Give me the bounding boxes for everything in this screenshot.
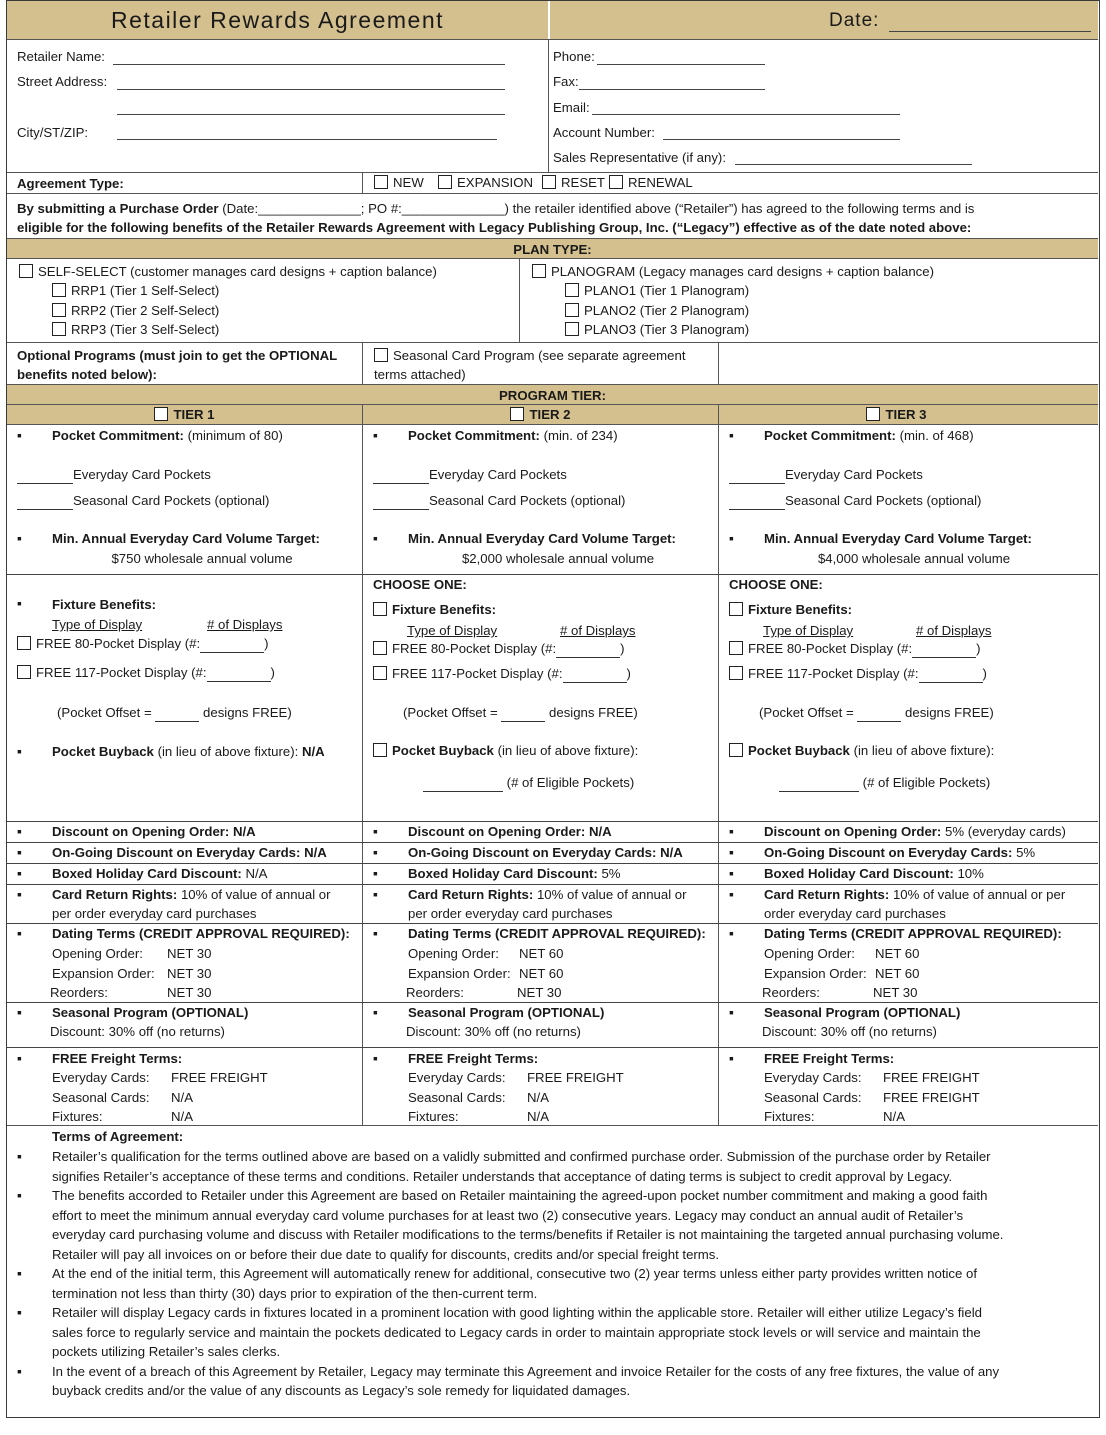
account-number-field[interactable]	[663, 139, 900, 140]
freight-term-value: FREE FREIGHT	[883, 1070, 980, 1085]
email-field[interactable]	[592, 114, 900, 115]
tier-name-row	[7, 404, 1098, 424]
option-label: PLANOGRAM (Legacy manages card designs + caption balance)	[551, 264, 935, 279]
tier-3-header[interactable]	[719, 407, 1074, 423]
seasonal-program-discount: Discount: 30% off (no returns)	[762, 1024, 937, 1039]
display-117-count-field[interactable]	[919, 666, 983, 683]
agreement-type-expansion[interactable]	[438, 175, 533, 191]
freight-term-key: Fixtures:	[52, 1109, 103, 1124]
pocket-offset-field[interactable]	[155, 705, 199, 722]
checkbox-icon	[52, 303, 66, 317]
return-rights-line-2: per order everyday card purchases	[408, 906, 613, 921]
retailer-name-field[interactable]	[113, 64, 505, 65]
freight-term-key: Seasonal Cards:	[764, 1089, 862, 1105]
terms-line: Retailer’s qualification for the terms outlined above are based on a validly submitted and confirmed purchase order. Submission of the purchase order by Retailer	[52, 1149, 991, 1164]
freight-term-key: Everyday Cards:	[764, 1070, 862, 1085]
everyday-pockets-field[interactable]	[17, 467, 73, 484]
checkbox-icon	[542, 175, 556, 189]
plan-type-heading	[7, 238, 1098, 258]
checkbox-icon	[438, 175, 452, 189]
option-label: PLANO3 (Tier 3 Planogram)	[584, 322, 750, 337]
return-rights-line-2: per order everyday card purchases	[52, 906, 257, 921]
intro-line-1: By submitting a Purchase Order (Date:______________; PO #:______________) the retailer identified above (“Retailer”) has agreed to the following terms and is	[17, 201, 975, 216]
dating-term-key: Opening Order:	[52, 946, 143, 961]
return-rights: Card Return Rights: 10% of value of annual or	[408, 887, 687, 902]
terms-line: effort to meet the minimum annual everyday card volume purchases for at least two (2) consecutive years. Legacy may conduct an annual audit of Retailer’s	[52, 1207, 964, 1223]
page-title: Retailer Rewards Agreement	[110, 7, 445, 33]
street-address-field[interactable]	[117, 89, 505, 90]
bullet-icon: ▪	[729, 844, 734, 860]
seasonal-pockets-field[interactable]	[17, 493, 73, 510]
dating-term-key: Reorders:	[50, 985, 108, 1000]
dating-term-value: NET 30	[167, 965, 212, 981]
optional-label-1: Optional Programs (must join to get the OPTIONAL	[17, 348, 338, 363]
bullet-icon: ▪	[373, 823, 378, 839]
freight-term-value: N/A	[883, 1109, 905, 1124]
seasonal-program-label: Seasonal Program (OPTIONAL)	[408, 1005, 605, 1020]
sales-rep-label: Sales Representative (if any):	[553, 150, 726, 165]
checkbox-icon	[17, 636, 31, 650]
seasonal-program-discount: Discount: 30% off (no returns)	[406, 1024, 581, 1039]
plan-type-section	[7, 258, 1098, 342]
dating-term-value: NET 30	[873, 985, 918, 1000]
bullet-icon: ▪	[373, 844, 378, 860]
checkbox-icon	[52, 322, 66, 336]
option-label: RENEWAL	[628, 175, 693, 190]
choose-one-label: CHOOSE ONE:	[373, 577, 467, 592]
seasonal-pockets-field[interactable]	[373, 493, 429, 510]
street-address-field-2[interactable]	[117, 114, 505, 115]
checkbox-icon	[510, 407, 524, 421]
bullet-icon: ▪	[729, 530, 734, 546]
freight-term-key: Seasonal Cards:	[52, 1089, 150, 1105]
bullet-icon: ▪	[729, 427, 734, 443]
dating-term-value: NET 60	[875, 965, 920, 981]
bullet-icon: ▪	[17, 925, 22, 941]
display-117-option[interactable]: FREE 117-Pocket Display (#: )	[729, 666, 987, 683]
dating-term-value: NET 30	[167, 946, 212, 961]
tier-1-header[interactable]	[7, 407, 362, 423]
seasonal-program-label: Seasonal Program (OPTIONAL)	[52, 1005, 249, 1020]
dating-term-key: Opening Order:	[764, 946, 855, 961]
checkbox-icon	[565, 303, 579, 317]
rrp1-option[interactable]	[52, 283, 219, 299]
choose-one-label: CHOOSE ONE:	[729, 577, 823, 592]
display-80-option[interactable]: FREE 80-Pocket Display (#: )	[729, 641, 981, 658]
bullet-icon: ▪	[373, 886, 378, 902]
bullet-icon: ▪	[17, 427, 22, 443]
pocket-offset: (Pocket Offset = designs FREE)	[759, 705, 994, 720]
terms-line: signifies Retailer’s acceptance of these terms and conditions. Retailer understands that acceptance of dating terms is subject to credit approval by Legacy.	[52, 1168, 953, 1184]
ongoing-discount: On-Going Discount on Everyday Cards: N/A	[408, 845, 683, 860]
option-label: PLANO2 (Tier 2 Planogram)	[584, 303, 750, 318]
bullet-icon: ▪	[17, 886, 22, 902]
terms-line: everyday card purchasing volume and discuss with Retailer modifications to the terms/benefits if Retailer is not maintaining the targeted annual purchasing volume.	[52, 1227, 1004, 1242]
rrp2-option[interactable]	[52, 303, 219, 319]
pocket-commitment: Pocket Commitment: (min. of 468)	[764, 428, 974, 443]
date-field[interactable]	[889, 31, 1091, 32]
bullet-icon: ▪	[729, 823, 734, 839]
everyday-pockets: Everyday Card Pockets	[729, 467, 923, 484]
fixture-benefits-option[interactable]: Fixture Benefits:	[373, 602, 496, 618]
fax-field[interactable]	[579, 89, 765, 90]
volume-target-value: $750 wholesale annual volume	[111, 551, 293, 566]
dating-term-value: NET 60	[519, 946, 564, 961]
dating-term-key: Expansion Order:	[408, 965, 511, 981]
dating-term-key: Opening Order:	[408, 946, 499, 961]
ongoing-discount: On-Going Discount on Everyday Cards: N/A	[52, 845, 327, 860]
checkbox-icon	[17, 665, 31, 679]
dating-terms-label: Dating Terms (CREDIT APPROVAL REQUIRED):	[408, 926, 706, 941]
bullet-icon: ▪	[373, 530, 378, 546]
dating-term-value: NET 30	[167, 985, 212, 1000]
plano2-option[interactable]	[565, 303, 749, 319]
bullet-icon: ▪	[17, 1265, 22, 1281]
terms-heading: Terms of Agreement:	[52, 1129, 184, 1144]
option-label: RRP1 (Tier 1 Self-Select)	[71, 283, 220, 298]
plano1-option[interactable]	[565, 283, 749, 299]
opening-discount: Discount on Opening Order: 5% (everyday cards)	[764, 824, 1066, 839]
opening-discount: Discount on Opening Order: N/A	[408, 824, 612, 839]
dating-term-key: Reorders:	[406, 985, 464, 1000]
option-label: RESET	[561, 175, 605, 190]
phone-label: Phone:	[553, 49, 595, 64]
terms-line: termination not less than thirty (30) days prior to expiration of the then-current term.	[52, 1285, 538, 1301]
everyday-pockets: Everyday Card Pockets	[17, 467, 211, 484]
pocket-offset: (Pocket Offset = designs FREE)	[57, 705, 292, 720]
bullet-icon: ▪	[17, 530, 22, 546]
boxed-holiday-discount: Boxed Holiday Card Discount: 5%	[408, 866, 621, 881]
seasonal-pockets: Seasonal Card Pockets (optional)	[729, 493, 981, 510]
type-of-display-header: Type of Display	[763, 623, 854, 638]
freight-term-key: Everyday Cards:	[52, 1070, 150, 1085]
checkbox-icon	[609, 175, 623, 189]
option-label: RRP3 (Tier 3 Self-Select)	[71, 322, 220, 337]
seasonal-program-label: Seasonal Program (OPTIONAL)	[764, 1005, 961, 1020]
checkbox-icon	[373, 602, 387, 616]
return-rights: Card Return Rights: 10% of value of annual or	[52, 887, 331, 902]
freight-terms-label: FREE Freight Terms:	[52, 1051, 183, 1066]
dating-term-value: NET 60	[875, 946, 920, 961]
optional-label-2: benefits noted below):	[17, 367, 157, 382]
display-117-count-field[interactable]	[207, 665, 271, 682]
terms-line: In the event of a breach of this Agreement by Retailer, Legacy may terminate this Agreement and invoice Retailer for the costs of any free fixtures, the value of any	[52, 1363, 1000, 1379]
terms-line: The benefits accorded to Retailer under this Agreement are based on Retailer maintaining the agreed-upon pocket number commitment and making a good faith	[52, 1188, 988, 1203]
program-tier-title: PROGRAM TIER:	[499, 388, 606, 403]
boxed-holiday-discount: Boxed Holiday Card Discount: 10%	[764, 866, 984, 881]
pocket-offset: (Pocket Offset = designs FREE)	[403, 705, 638, 720]
option-label: PLANO1 (Tier 1 Planogram)	[584, 283, 750, 298]
bullet-icon: ▪	[17, 743, 22, 759]
pocket-buyback-option[interactable]: Pocket Buyback (in lieu of above fixture):	[373, 743, 638, 759]
intro-paragraph	[7, 193, 1098, 238]
bullet-icon: ▪	[17, 1362, 22, 1379]
eligible-pockets: (# of Eligible Pockets)	[423, 775, 634, 792]
city-st-zip-field[interactable]	[117, 139, 497, 140]
bullet-icon: ▪	[729, 886, 734, 902]
freight-term-value: N/A	[527, 1109, 549, 1124]
option-label: EXPANSION	[457, 175, 533, 190]
agreement-type-row	[7, 172, 1098, 193]
pocket-offset-field[interactable]	[501, 705, 545, 722]
num-displays-header: # of Displays	[560, 623, 636, 638]
pocket-offset-field[interactable]	[857, 705, 901, 722]
street-address-label: Street Address:	[17, 74, 108, 89]
num-displays-header: # of Displays	[207, 617, 283, 632]
checkbox-icon	[374, 348, 388, 362]
checkbox-icon	[729, 743, 743, 757]
bullet-icon: ▪	[373, 1050, 378, 1066]
bullet-icon: ▪	[17, 823, 22, 839]
date-label: Date:	[829, 10, 880, 31]
ongoing-discount: On-Going Discount on Everyday Cards: 5%	[764, 845, 1036, 860]
pocket-commitment: Pocket Commitment: (min. of 234)	[408, 428, 618, 443]
bullet-icon: ▪	[373, 925, 378, 941]
eligible-pockets: (# of Eligible Pockets)	[779, 775, 990, 792]
seasonal-program-option[interactable]	[374, 348, 685, 364]
checkbox-icon	[729, 602, 743, 616]
bullet-icon: ▪	[17, 1050, 22, 1066]
rrp3-option[interactable]	[52, 322, 219, 338]
display-117-count-field[interactable]	[563, 666, 627, 683]
dating-term-value: NET 30	[517, 985, 562, 1000]
terms-line: sales force to regularly service and maintain the pockets dedicated to Legacy cards in order to maintain appropriate stock levels or will service and maintain the	[52, 1324, 981, 1340]
volume-target-value: $2,000 wholesale annual volume	[461, 551, 655, 566]
program-tier-heading	[7, 384, 1098, 404]
freight-term-value: N/A	[527, 1089, 549, 1105]
freight-term-value: FREE FREIGHT	[527, 1070, 624, 1085]
checkbox-icon	[565, 283, 579, 297]
checkbox-icon	[565, 322, 579, 336]
display-80-option[interactable]: FREE 80-Pocket Display (#: )	[373, 641, 625, 658]
everyday-pockets-field[interactable]	[729, 467, 785, 484]
terms-line: Retailer will display Legacy cards in fixtures located in a prominent location with good lighting within the applicable store. Retailer will either utilize Legacy’s field	[52, 1305, 982, 1320]
bullet-icon: ▪	[373, 1004, 378, 1020]
title-bar	[7, 1, 1098, 39]
eligible-pockets-field[interactable]	[779, 775, 859, 792]
agreement-type-reset[interactable]	[542, 175, 605, 191]
checkbox-icon	[532, 264, 546, 278]
dating-terms-label: Dating Terms (CREDIT APPROVAL REQUIRED):	[52, 926, 350, 941]
boxed-holiday-discount: Boxed Holiday Card Discount: N/A	[52, 866, 268, 881]
return-rights-line-2: order everyday card purchases	[764, 906, 946, 921]
agreement-type-renewal[interactable]	[609, 175, 693, 191]
num-displays-header: # of Displays	[916, 623, 992, 638]
freight-term-key: Fixtures:	[408, 1109, 459, 1124]
opening-discount: Discount on Opening Order: N/A	[52, 824, 256, 839]
fax-label: Fax:	[553, 74, 579, 89]
display-117-option[interactable]: FREE 117-Pocket Display (#: )	[373, 666, 631, 683]
phone-field[interactable]	[597, 64, 765, 65]
seasonal-pockets: Seasonal Card Pockets (optional)	[373, 493, 625, 510]
fixture-benefits-option[interactable]: Fixture Benefits:	[729, 602, 852, 618]
retailer-name-label: Retailer Name:	[17, 49, 105, 64]
tier-name: TIER 2	[529, 407, 571, 422]
terms-line: pockets utilizing Retailer’s sales clerks.	[52, 1344, 281, 1359]
display-80-count-field[interactable]	[200, 636, 264, 653]
checkbox-icon	[52, 283, 66, 297]
everyday-pockets: Everyday Card Pockets	[373, 467, 567, 484]
display-80-option[interactable]: FREE 80-Pocket Display (#: )	[17, 636, 269, 653]
display-80-count-field[interactable]	[912, 641, 976, 658]
checkbox-icon	[373, 743, 387, 757]
volume-target-label: Min. Annual Everyday Card Volume Target:	[52, 531, 320, 546]
checkbox-icon	[154, 407, 168, 421]
option-label: RRP2 (Tier 2 Self-Select)	[71, 303, 220, 318]
return-rights: Card Return Rights: 10% of value of annual or per	[764, 887, 1066, 902]
bullet-icon: ▪	[729, 865, 734, 881]
bullet-icon: ▪	[729, 1004, 734, 1020]
terms-line: Retailer will pay all invoices on or before their due date to qualify for discounts, credits and/or special freight terms.	[52, 1246, 720, 1262]
dating-term-key: Expansion Order:	[52, 965, 155, 981]
agreement-type-new[interactable]	[374, 175, 424, 191]
bullet-icon: ▪	[729, 1050, 734, 1066]
pocket-commitment: Pocket Commitment: (minimum of 80)	[52, 428, 283, 443]
eligible-pockets-field[interactable]	[423, 775, 503, 792]
seasonal-pockets-field[interactable]	[729, 493, 785, 510]
bullet-icon: ▪	[17, 1187, 22, 1203]
display-80-count-field[interactable]	[556, 641, 620, 658]
bullet-icon: ▪	[17, 844, 22, 860]
bullet-icon: ▪	[17, 865, 22, 881]
seasonal-program-line-2: terms attached)	[374, 367, 466, 382]
display-117-option[interactable]: FREE 117-Pocket Display (#: )	[17, 665, 275, 682]
terms-section	[7, 1125, 1098, 1417]
tier-name: TIER 1	[173, 407, 215, 422]
pocket-buyback: Pocket Buyback (in lieu of above fixture): N/A	[52, 744, 325, 759]
freight-term-key: Fixtures:	[764, 1109, 815, 1124]
seasonal-pockets: Seasonal Card Pockets (optional)	[17, 493, 269, 510]
bullet-icon: ▪	[17, 595, 22, 611]
volume-target-value: $4,000 wholesale annual volume	[817, 551, 1011, 566]
checkbox-icon	[866, 407, 880, 421]
seasonal-program-discount: Discount: 30% off (no returns)	[50, 1024, 225, 1039]
option-label: NEW	[393, 175, 424, 190]
bullet-icon: ▪	[729, 925, 734, 941]
city-st-zip-label: City/ST/ZIP:	[17, 125, 89, 140]
bullet-icon: ▪	[17, 1004, 22, 1020]
intro-line-2: eligible for the following benefits of the Retailer Rewards Agreement with Legacy Publishing Group, Inc. (“Legacy”) effective as of the date noted above:	[17, 220, 972, 235]
volume-target-label: Min. Annual Everyday Card Volume Target:	[764, 531, 1032, 546]
type-of-display-header: Type of Display	[407, 623, 498, 638]
self-select-option[interactable]	[19, 264, 437, 280]
checkbox-icon	[729, 666, 743, 680]
freight-terms-label: FREE Freight Terms:	[408, 1051, 539, 1066]
checkbox-icon	[374, 175, 388, 189]
freight-term-value: N/A	[171, 1089, 193, 1105]
agreement-form	[6, 0, 1100, 1418]
bullet-icon: ▪	[373, 427, 378, 443]
freight-term-value: FREE FREIGHT	[171, 1070, 268, 1085]
dating-terms-label: Dating Terms (CREDIT APPROVAL REQUIRED):	[764, 926, 1062, 941]
pocket-buyback-option[interactable]: Pocket Buyback (in lieu of above fixture):	[729, 743, 994, 759]
sales-rep-field[interactable]	[735, 164, 972, 165]
bullet-icon: ▪	[17, 1148, 22, 1164]
dating-term-value: NET 60	[519, 965, 564, 981]
tier-name: TIER 3	[885, 407, 927, 422]
freight-term-value: N/A	[171, 1109, 193, 1124]
checkbox-icon	[373, 641, 387, 655]
option-label: Seasonal Card Program (see separate agreement	[393, 348, 686, 363]
account-number-label: Account Number:	[553, 125, 655, 140]
optional-programs-row	[7, 342, 1098, 384]
terms-line: At the end of the initial term, this Agreement will automatically renew for additional, consecutive two (2) year terms unless either party provides written notice of	[52, 1266, 978, 1281]
plano3-option[interactable]	[565, 322, 749, 338]
volume-target-label: Min. Annual Everyday Card Volume Target:	[408, 531, 676, 546]
fixture-benefits-label: Fixture Benefits:	[52, 597, 157, 612]
terms-line: buyback credits and/or the value of any discounts as Legacy’s sole remedy for liquidated damages.	[52, 1383, 631, 1398]
type-of-display-header: Type of Display	[52, 617, 143, 632]
dating-term-key: Expansion Order:	[764, 965, 867, 981]
planogram-option[interactable]	[532, 264, 934, 280]
contact-section	[7, 39, 1098, 172]
agreement-type-label: Agreement Type:	[17, 176, 124, 191]
bullet-icon: ▪	[17, 1304, 22, 1320]
checkbox-icon	[19, 264, 33, 278]
dating-term-key: Reorders:	[762, 985, 820, 1000]
freight-term-key: Seasonal Cards:	[408, 1089, 506, 1105]
bullet-icon: ▪	[373, 865, 378, 881]
option-label: SELF-SELECT (customer manages card designs + caption balance)	[38, 264, 437, 279]
tier-2-header[interactable]	[363, 407, 718, 423]
email-label: Email:	[553, 100, 590, 115]
freight-term-value: FREE FREIGHT	[883, 1089, 980, 1105]
plan-type-title: PLAN TYPE:	[513, 242, 592, 257]
tier-columns	[7, 424, 1098, 1125]
freight-term-key: Everyday Cards:	[408, 1070, 506, 1085]
freight-terms-label: FREE Freight Terms:	[764, 1051, 895, 1066]
checkbox-icon	[729, 641, 743, 655]
checkbox-icon	[373, 666, 387, 680]
everyday-pockets-field[interactable]	[373, 467, 429, 484]
